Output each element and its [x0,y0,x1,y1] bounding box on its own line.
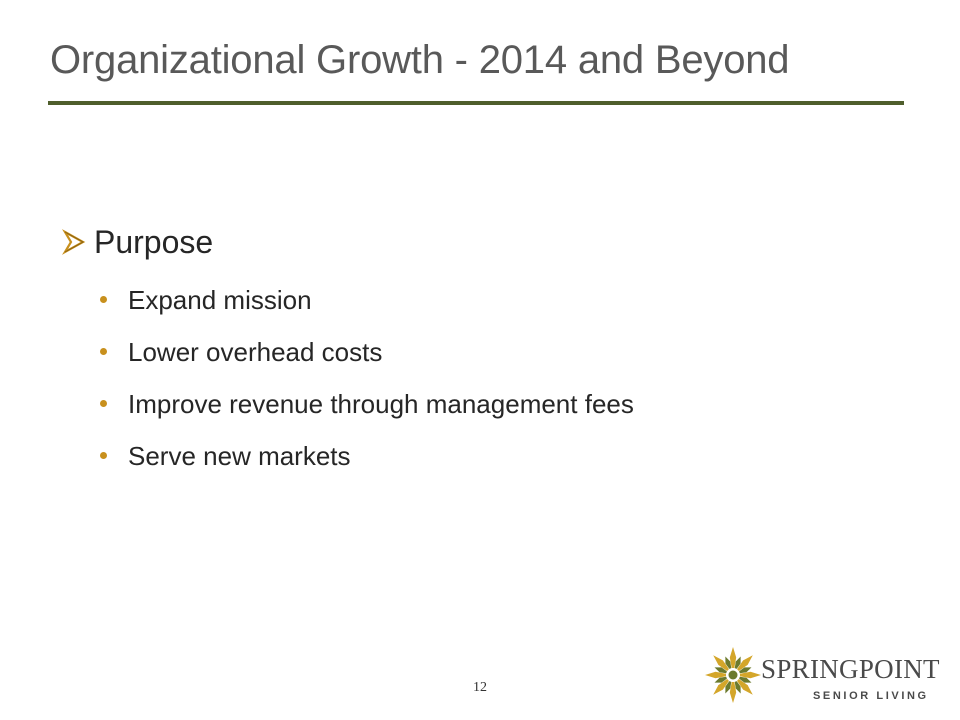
logo-wordmark: SPRINGPOINT [761,654,940,684]
list-item [62,378,922,430]
title-divider [48,101,904,105]
bullet-dot-icon [100,348,107,355]
arrow-bullet-icon [62,229,86,255]
list-item-text: Serve new markets [128,440,351,471]
purpose-heading-label: Purpose [94,223,214,260]
bullet-dot-icon [100,452,107,459]
list-item [62,430,922,482]
slide-content [62,220,922,482]
list-item [62,274,922,326]
list-item-text: Lower overhead costs [128,336,383,367]
logo-tagline: SENIOR LIVING [813,690,929,702]
bullet-dot-icon [100,400,107,407]
list-item-text: Expand mission [128,284,312,315]
bullet-dot-icon [100,296,107,303]
purpose-heading [62,220,922,264]
page-number: 12 [473,680,487,695]
list-item-text: Improve revenue through management fees [128,388,634,419]
list-item [62,326,922,378]
purpose-bullet-list [62,274,922,482]
springpoint-logo [703,645,940,705]
slide-title: Organizational Growth - 2014 and Beyond [50,38,790,82]
sunburst-icon [703,645,763,705]
